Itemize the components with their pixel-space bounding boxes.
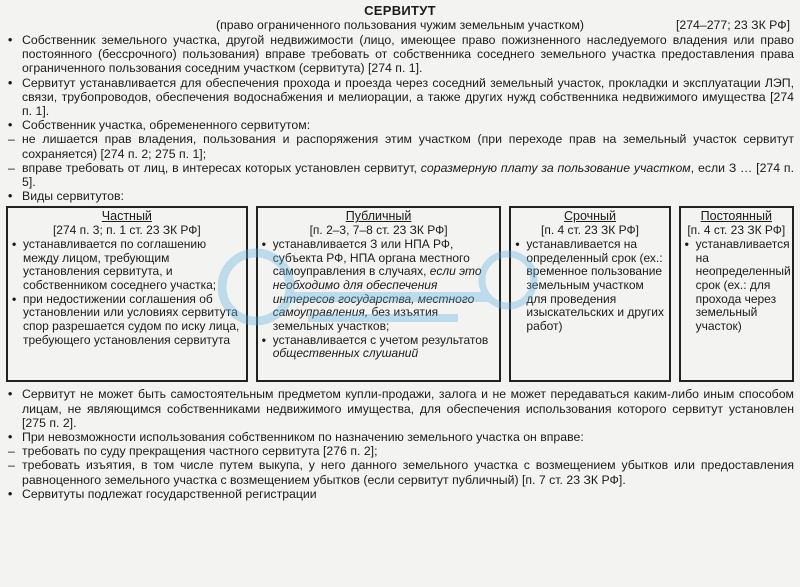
type-item-emphasis: общественных слушаний [272, 346, 419, 361]
intro-text: Собственник земельного участка, другой недвижимости (лицо, имеющее право пожизненного наследуемого владения или право постоянного (бессрочного) пользования) вправе требовать от собственника соседнего земельного участка предоставления права ограниченного пользования соседним участком (сервитута) [274 п. 1]. [22, 33, 794, 76]
dash-glyph: – [8, 458, 15, 473]
bullet-glyph: • [515, 236, 520, 251]
outro-dash-item [6, 444, 794, 458]
dash-glyph: – [8, 132, 15, 147]
intro-text: Сервитут устанавливается для обеспечения прохода и проезда через соседний земельный участок, прокладки и эксплуатации ЛЭП, связи, трубопроводов, обеспечения водоснабжения и мелиорации, а также других нужд собственника недвижимого имущества [274 п. 1]. [22, 75, 794, 119]
burdened-dash-item [6, 132, 794, 160]
burdened-dash-text: вправе требовать от лиц, в интересах которых установлен сервитут, [22, 160, 417, 175]
sheet-title: СЕРВИТУТ [364, 3, 436, 18]
outro-text: Сервитуты подлежат государственной регистрации [22, 486, 317, 501]
bullet-glyph: • [12, 236, 17, 251]
type-title: Постоянный [700, 209, 772, 224]
type-title: Срочный [563, 209, 617, 224]
burdened-heading-text: Собственник участка, обремененного сервитутом: [22, 118, 311, 133]
outro-dash-text: требовать изъятия, в том числе путем выкупа, у него данного земельного участка с возмещением убытков или предоставления равноценного земельного участка с возмещением убытков (если сервитут публичный) [п. 7 ст. 23 ЗК РФ]. [22, 458, 794, 487]
type-item [12, 238, 242, 293]
bullet-glyph: • [8, 430, 13, 445]
subtitle-row [6, 18, 794, 33]
bullet-glyph: • [8, 118, 13, 133]
type-box-private [6, 206, 248, 382]
bullet-glyph: • [8, 387, 13, 402]
type-reference: [п. 4 ст. 23 ЗК РФ] [541, 223, 639, 238]
burdened-dash-text: не лишается прав владения, пользования и распоряжения этим участком (при переходе прав на земельный участок сервитут сохраняется) [274 п. 2; 275 п. 1]; [22, 132, 794, 161]
outro-bullet [6, 430, 794, 444]
outro-dash-item [6, 458, 794, 486]
type-item-text: устанавливается на определенный срок (ех.: временное пользование земельным участком для проведения изыскательских и других работ) [526, 236, 664, 334]
dash-glyph: – [8, 160, 15, 175]
intro-bullet [6, 33, 794, 76]
types-heading [6, 189, 794, 203]
bullet-glyph: • [261, 332, 266, 347]
burdened-dash-item [6, 161, 794, 189]
dash-glyph: – [8, 444, 15, 459]
type-reference: [п. 4 ст. 23 ЗК РФ] [687, 223, 786, 238]
type-item-text: устанавливается с учетом результатов [272, 332, 489, 347]
types-heading-text: Виды сервитутов: [22, 189, 124, 204]
bullet-glyph: • [8, 189, 13, 204]
burdened-dash-tail: , если З … [274 п. 5]. [22, 160, 794, 190]
type-item [515, 238, 664, 334]
type-item [684, 236, 791, 334]
outro-bullet [6, 387, 794, 430]
outro-text: Сервитут не может быть самостоятельным предметом купли-продажи, залога и не может передаваться каким-либо иным способом лицам, не являющимся собственниками недвижимого имущества, для обеспечения использования которого сервитут установлен [275 п. 2]. [22, 387, 794, 430]
type-title: Частный [101, 209, 152, 224]
type-box-permanent [679, 206, 794, 382]
sheet-subtitle: (право ограниченного пользования чужим земельным участком) [215, 18, 585, 32]
type-item-text: устанавливается на неопределенный срок (ех.: для прохода через земельный участок) [695, 236, 791, 334]
type-box-term [509, 206, 670, 382]
sheet-reference: [274–277; 23 ЗК РФ] [675, 18, 790, 32]
type-title: Публичный [345, 209, 412, 224]
outro-dash-text: требовать по суду прекращения частного сервитута [276 п. 2]; [22, 444, 378, 459]
type-item-tail: без изъятия земельных участков; [272, 305, 439, 334]
bullet-glyph: • [12, 291, 17, 306]
intro-bullet [6, 76, 794, 119]
outro-text: При невозможности использования собственником по назначению земельного участка он вправе: [22, 430, 584, 445]
bullet-glyph: • [8, 33, 13, 47]
type-item-text: при недостижении соглашения об установлении или условиях сервитута спор разрешается судом по иску лица, требующего установления сервитута [23, 291, 240, 347]
burdened-dash-emphasis: соразмерную плату за пользование участком [420, 160, 691, 175]
bullet-glyph: • [261, 236, 266, 251]
type-item-text: устанавливается З или НПА РФ, субъекта РФ, НПА органа местного самоуправления в случаях, [272, 236, 470, 279]
type-item [262, 334, 496, 361]
type-item [262, 238, 496, 334]
bullet-glyph: • [8, 75, 13, 90]
outro-bullet [6, 487, 794, 501]
type-box-public [256, 206, 502, 382]
type-item-emphasis: если это необходимо для обеспечения интересов государства, местного самоуправления, [272, 264, 482, 320]
type-reference: [274 п. 3; п. 1 ст. 23 ЗК РФ] [52, 223, 201, 238]
servitude-types [6, 206, 794, 382]
bullet-glyph: • [8, 486, 13, 501]
type-reference: [п. 2–3, 7–8 ст. 23 ЗК РФ] [309, 223, 448, 238]
burdened-heading [6, 118, 794, 132]
type-item [12, 293, 242, 348]
bullet-glyph: • [684, 236, 689, 251]
type-item-text: устанавливается по соглашению между лицом, требующим установления сервитута, и собственником соседнего участка; [23, 236, 217, 292]
